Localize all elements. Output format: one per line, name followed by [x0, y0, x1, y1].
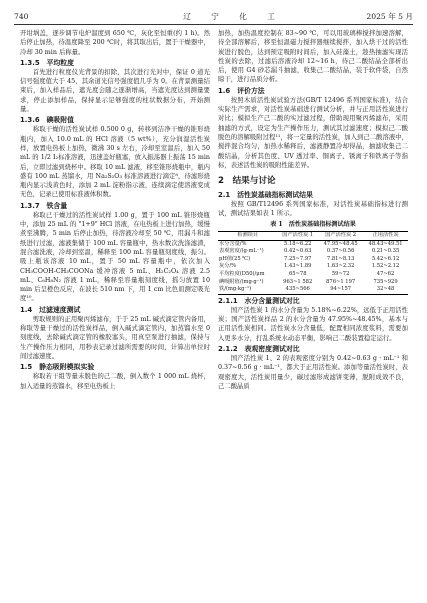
table-cell: 5.42~6.12 — [371, 255, 400, 262]
table-header-cell: 正用活性炭 — [363, 232, 408, 241]
journal-name: 辽 宁 化 工 — [183, 11, 284, 21]
table-cell: 435~566 — [285, 286, 310, 293]
body-paragraph: 国产活性炭 1、2 的表观密度分别为 0.42~0.63 g · mL⁻¹ 和 0.37~0.56 g · mL⁻¹，都大于正用活性炭。添加等量活性炭时，表观密度大，活性炭用量少，碳过滤形成滤饼变薄，脱附成效不良，己二酸晶质 — [218, 354, 408, 390]
table-cell: 5.18~6.22 — [284, 240, 312, 247]
body-paragraph: 开坩埚盖，逐步调节电炉温度到 650 ℃，灰化至恒重(约 1 h)。然后停止加热，待温度降至 200 ℃时，将其取出后，置于干燥器中，冷却 30 min 后称量。 — [20, 30, 210, 56]
body-paragraph: 按照 GB/T12496 系列国家标准，对活性炭基础指标进行测试，测试结果如表 1 所示。 — [218, 201, 408, 218]
table-row — [218, 256, 408, 264]
table-cell: 47~62 — [376, 271, 395, 278]
table-cell: 0.42~0.63 — [284, 248, 312, 255]
table-cell: 0.37~0.56 — [326, 248, 355, 255]
table-row — [218, 263, 408, 271]
running-header — [14, 8, 413, 25]
body-paragraph: 称取干燥的活性炭试样 0.500 0 g，转移到洁净干燥的锥形烧瓶内，加入 10.0 mL 的 HCl 溶液（5 wt%），充分润湿活性炭样，放置电热板上加热，微沸 30 s 左右，冷却至室温后，加入 50 mL 的 1/2 I₂标准溶液，迅速盖好瓶塞，放入振荡器上振荡 15 min 后，立即过滤到烧杯中。移取 10 mL 滤液，移至锥形烧瓶中，瓶内盛有 100 mL 蒸馏水，用 Na₂S₂O₃ 标准溶液进行滴定⁸，待滤形烧瓶内显示浅黄色时，添加 2 mL 淀粉指示液，连续滴定使溶液变成无色，记录已使用标准液体积数。 — [20, 126, 210, 199]
table-row-label: 铁/(mg·kg⁻¹) — [219, 286, 252, 293]
subsection-heading: 1.3.7 铁含量 — [20, 201, 68, 210]
table-header-cell: 国产活性炭 2 — [318, 232, 363, 241]
table-header-row — [218, 232, 408, 241]
table-cell: 47.95~48.45 — [323, 240, 358, 247]
body-paragraph: 加热，加热温度控制在 83~90 ℃，可以用玻璃棒搅拌加速溶解，待全部溶解后，移至恒温磁力搅拌器继续搅拌，加入烘干过的活性炭进行脱色，达到预定吸附时间后，加入硅藻土，趁热抽滤实现活性炭的去除，过滤后溶液冷却 12~16 h，待己二酸结晶全部析出后，使用 G4 砂芯漏斗抽滤，收集己二酸结晶，装于软件袋，自然晾干，进行品质分析。 — [218, 30, 408, 84]
table-cell: 1.52~2.12 — [371, 263, 400, 270]
table-cell: 963~1 582 — [283, 278, 313, 285]
subsection-heading: 2.1 活性炭基础指标测试结果 — [218, 191, 313, 200]
table-row-label: 表观密度/(g·mL⁻¹) — [219, 248, 264, 255]
table-row — [218, 271, 408, 279]
table-cell: 0.21~0.35 — [371, 248, 400, 255]
table-cell: 735~929 — [373, 278, 398, 285]
subsection-heading: 1.3.6 碘吸附值 — [20, 116, 75, 125]
table-cell: 7.81~8.13 — [326, 255, 355, 262]
results-table — [218, 231, 408, 295]
table-header-cell: 检测项目 — [218, 232, 277, 241]
table-caption: 表 1 活性炭基础指标测试结果 — [270, 220, 356, 228]
body-paragraph: 按照木质活性炭试验方法(GB/T 12496 系列国家标准)，结合实际生产需求，对活性炭基础进行测试分析，并与正用活性炭进行对比；模拟生产己二酸的实过滤过程，借助现用聚丙烯滤布，采用抽滤的方式，设定为生产操作压力，测试其过滤速度；模拟己二酸脱色的溶解吸附过程¹¹，将一定量的活性炭，加入到己二酸溶液中，搅拌混合均匀，加热水稀释后，滤液静置冷却得晶，抽滤收集己二酸结晶，分析其色度、UV 透过率、铜离子、锈离子和铁离子等指标，表述活性炭的吸附性能差异。 — [218, 96, 408, 169]
subsection-heading: 1.4 过滤速度测试 — [20, 305, 81, 314]
body-paragraph: 国产活性炭 1 的水分含量为 5.18%~6.22%，远低于正用活性炭；国产活性炭样品 2 的水分含量为 47.95%~48.45%，基本与正用活性炭相同。活性炭水分含量低，配置相同浓度浆料，需要加入更多水分，打乱系统水动态平衡，影响己二酸装置稳定运行。 — [218, 306, 408, 342]
subsection-heading: 1.5 静态吸附模拟实验 — [20, 363, 95, 372]
table-row — [218, 248, 408, 256]
subsection-heading: 1.3.5 平均粒度 — [20, 58, 75, 67]
right-column — [218, 29, 408, 391]
table-header-cell: 国产活性炭 1 — [277, 232, 318, 241]
body-paragraph: 剪取规则的正用聚丙烯滤布，于于 25 mL 碱式滴定管内备用，称取等量干燥过的活性炭样品，倒入碱式滴定管内，加蒸馏水至 0 刻度线，去除碱式滴定管的橡胶塞头，用真空泵进行抽滤，保持与生产操作压力相同，用秒表记录过滤所需要的时间，计算出单位时间过滤速度。 — [20, 315, 210, 360]
issue-date: 2025 年 5 月 — [366, 11, 413, 21]
table-cell: 1.63~2.32 — [326, 263, 355, 270]
body-paragraph: 称取已干燥过的活性炭试样 1.00 g，置于 100 mL 锥形烧瓶中，添加 25 mL 的 "1+9" HCl 溶液，在电热板上进行加热，缓慢煮至沸腾，5 min 后停止加热，待溶液冷却至 50 ℃，用漏斗和滤纸进行过滤，滤液集储于 100 mL 容量瓶中，热水数次洗涤滤渣，混合滤洗液，冷却到室温，稀释至 100 mL 容量瓶刻度线，振匀。吸上瓶该溶液 10 mL，置于 50 mL 容量瓶中，依次加入 CH₃COOH-CH₃COONa 缓冲溶液 5 mL、H₂C₂O₄ 溶液 2.5 mL、C₆H₈N₂ 溶液 1 mL，稀释至容量瓶刻度线，摇匀放置 10 min 后呈橙色反应，在波长 510 nm 下，用 1 cm 比色皿测定吸光度¹⁰。 — [20, 211, 210, 303]
table-cell: 1.43~1.89 — [284, 263, 312, 270]
table-cell: 59~72 — [331, 271, 350, 278]
table-cell: 48.43~49.51 — [368, 240, 403, 247]
subsection-heading: 2.1.1 水分含量测试对比 — [218, 296, 300, 305]
section-heading: 2 结果与讨论 — [218, 176, 276, 187]
table-row — [218, 286, 408, 294]
body-paragraph: 称取若干组等量未脱色的己二酸，倒入数个 1 000 mL 烧杯，加入适量的蒸馏水，移至电热板上 — [20, 373, 210, 390]
table-row-label: 水分含量/% — [219, 240, 247, 247]
table-row-label: 碘吸附值/(mg·g⁻¹) — [219, 278, 264, 285]
table-row-label: pH值(25 ℃) — [219, 255, 251, 262]
table-cell: 876~1 197 — [326, 278, 356, 285]
left-column — [20, 29, 210, 391]
subsection-heading: 1.6 评价方法 — [218, 86, 265, 95]
subsection-heading: 2.1.2 表观密度测试对比 — [218, 344, 300, 353]
table-row-label: 平均粒度(D50)/μm — [219, 271, 265, 278]
table-cell: 32~48 — [376, 286, 395, 293]
table-row-label: 灰分/% — [219, 263, 237, 270]
table-cell: 7.25~7.97 — [284, 255, 312, 262]
table-cell: 94~157 — [330, 286, 352, 293]
page-number: 740 — [14, 11, 29, 21]
body-paragraph: 首先进行粒度仪光背景的扣除，其次进行光对中，保证 0 道光信号强度值大于 45，其余道光信号强度值几乎为 0。在背景测量结束后，加入样品后，遮光度会随之逐渐增高，当遮光度达到测量要求，停止添加样品，保持显示足够强度的柱状数据分布，开始测量。 — [20, 68, 210, 114]
table-cell: 65~78 — [288, 271, 307, 278]
